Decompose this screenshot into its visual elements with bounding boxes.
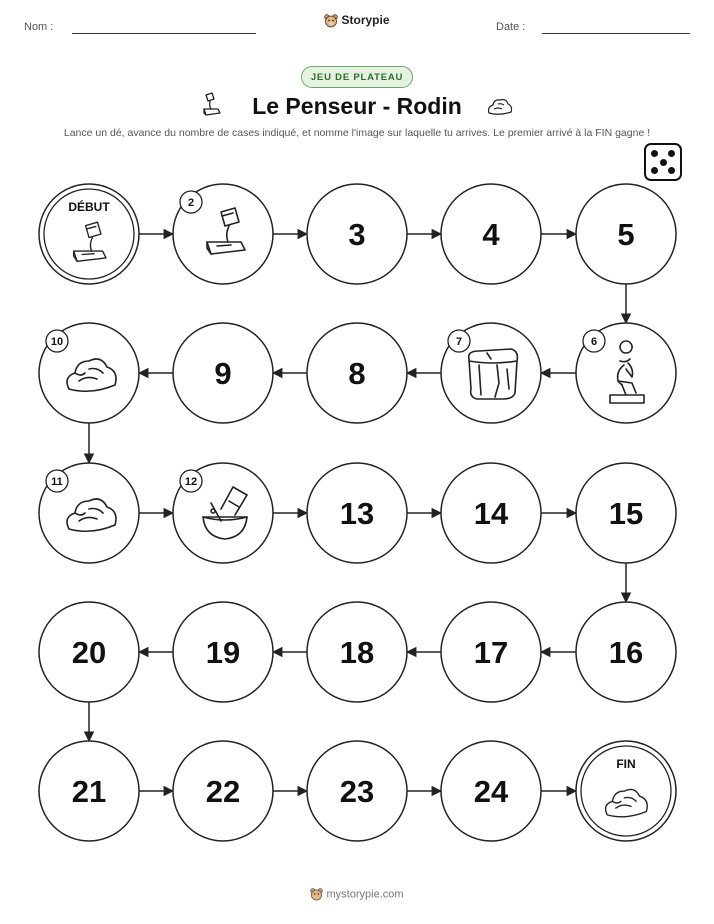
cell-number: 9 [214, 356, 232, 391]
footer-url: mystorypie.com [326, 888, 404, 901]
date-label: Date : [496, 21, 526, 33]
cell-number: 17 [473, 635, 509, 670]
cell-number-badge: 7 [455, 336, 463, 348]
brand-name: Storypie [341, 13, 390, 27]
board-cell-17 [441, 602, 541, 702]
board-cell-13 [307, 463, 407, 563]
board-cell-3 [307, 184, 407, 284]
cell-number: 23 [339, 774, 375, 809]
board-cell-15 [576, 463, 676, 563]
cell-number-badge: 2 [187, 197, 195, 209]
instructions: Lance un dé, avance du nombre de cases indiqué, et nomme l'image sur laquelle tu arrives. Le premier arrivé à la FIN gagne ! [63, 127, 651, 139]
footer [0, 888, 714, 901]
cell-number: 24 [473, 774, 509, 809]
board-cell-23 [307, 741, 407, 841]
cell-number: 15 [608, 496, 644, 531]
cell-number: 13 [339, 496, 375, 531]
board-cell-12 [173, 463, 273, 563]
cell-number: 8 [348, 356, 366, 391]
board-cell-16 [576, 602, 676, 702]
cell-number: 19 [205, 635, 241, 670]
cell-number: 3 [348, 217, 366, 252]
page-title: Le Penseur - Rodin [252, 93, 462, 119]
board-cell-25 [576, 741, 676, 841]
cell-number: 21 [71, 774, 107, 809]
board-cell-4 [441, 184, 541, 284]
board-cell-1 [39, 184, 139, 284]
game-type-badge: JEU DE PLATEAU [301, 66, 413, 88]
board-cell-20 [39, 602, 139, 702]
board-cell-19 [173, 602, 273, 702]
cell-number: 4 [482, 217, 500, 252]
cell-number: 18 [339, 635, 375, 670]
start-label: DÉBUT [68, 200, 110, 214]
board-cell-10 [39, 323, 139, 423]
storypie-logo-icon [310, 888, 323, 901]
board-cell-6 [576, 323, 676, 423]
cell-number-badge: 12 [184, 476, 198, 488]
cell-number-badge: 10 [50, 336, 64, 348]
cell-number: 5 [617, 217, 635, 252]
board-cell-5 [576, 184, 676, 284]
board-cell-7 [441, 323, 541, 423]
board-cell-24 [441, 741, 541, 841]
cell-number: 20 [71, 635, 107, 670]
board-cell-14 [441, 463, 541, 563]
board-cell-9 [173, 323, 273, 423]
board-cell-8 [307, 323, 407, 423]
cell-number: 14 [473, 496, 509, 531]
name-label: Nom : [24, 21, 54, 33]
board-cell-22 [173, 741, 273, 841]
cell-number-badge: 6 [590, 336, 598, 348]
board-cell-11 [39, 463, 139, 563]
cell-number: 16 [608, 635, 644, 670]
board-cell-21 [39, 741, 139, 841]
cell-number-badge: 11 [51, 476, 63, 488]
finish-label: FIN [616, 757, 636, 771]
cell-number: 22 [205, 774, 241, 809]
board-cell-18 [307, 602, 407, 702]
board-cell-2 [173, 184, 273, 284]
